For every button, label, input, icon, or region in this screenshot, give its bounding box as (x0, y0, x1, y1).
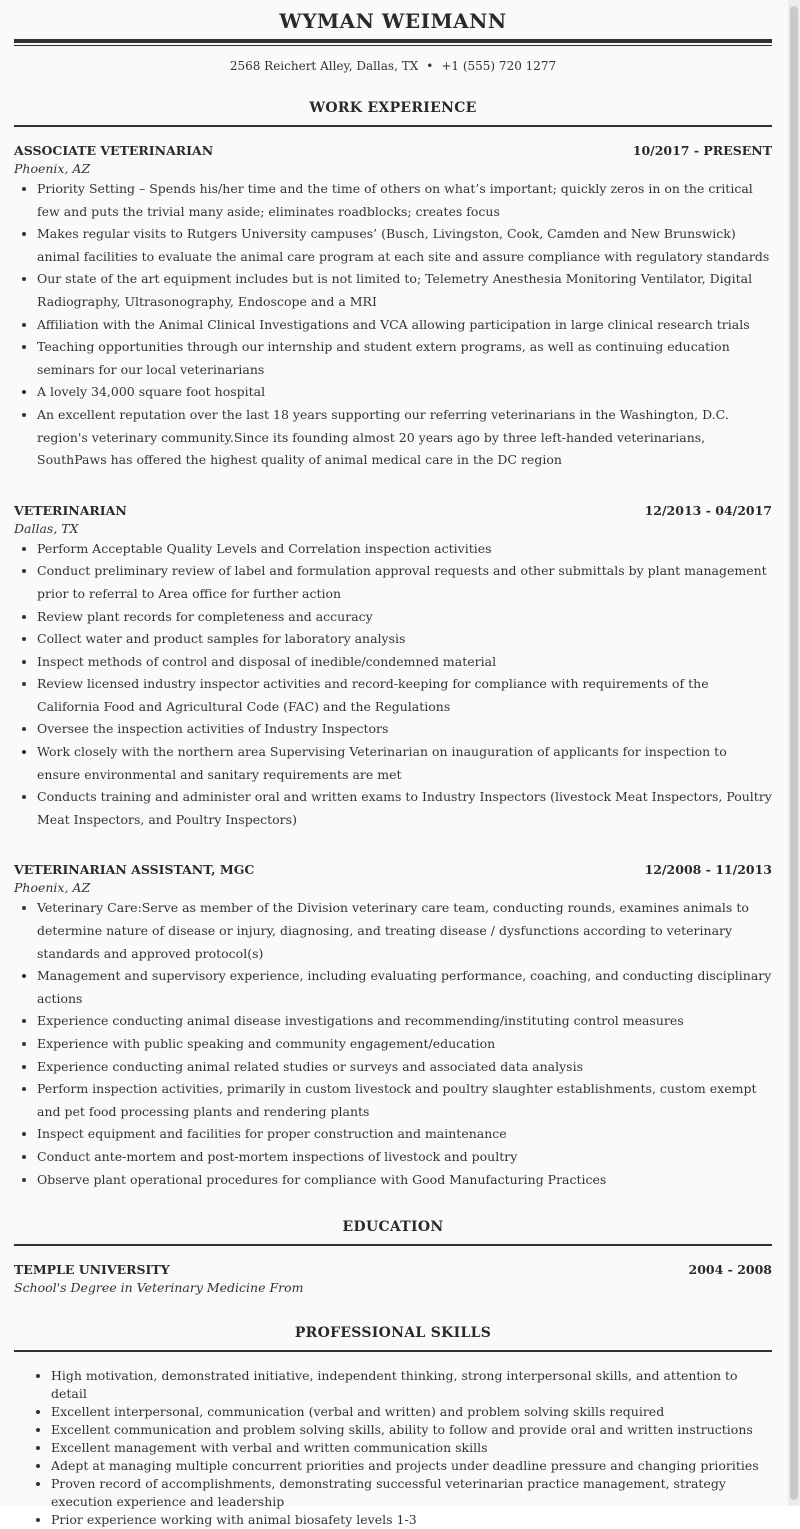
job-title: VETERINARIAN (14, 502, 127, 518)
job-bullets (14, 897, 772, 1191)
skills-list (14, 1367, 772, 1529)
job-location: Phoenix, AZ (14, 161, 91, 176)
list-item: • Experience conducting animal related studies or surveys and associated data analysis (37, 1056, 772, 1079)
list-item: • Perform inspection activities, primarily in custom livestock and poultry slaughter establishments, custom exempt and pet food processing plants and rendering plants (37, 1078, 772, 1123)
job-dates: 12/2013 - 04/2017 (644, 502, 772, 518)
list-item: • Review licensed industry inspector activities and record-keeping for compliance with requirements of the California Food and Agricultural Code (FAC) and the Regulations (37, 673, 772, 718)
list-item: • Management and supervisory experience, including evaluating performance, coaching, and conducting disciplinary actions (37, 965, 772, 1010)
education-header (14, 1261, 772, 1279)
job-header (14, 502, 772, 520)
job-dates: 10/2017 - PRESENT (632, 143, 772, 158)
education-entry (14, 1261, 772, 1297)
header-rule-thick (14, 39, 772, 43)
section-title-education: EDUCATION (342, 1219, 444, 1236)
vertical-scrollbar[interactable] (788, 0, 800, 1506)
section-title-work: WORK EXPERIENCE (309, 100, 477, 116)
job-bullets (14, 538, 772, 832)
list-item: • Oversee the inspection activities of Industry Inspectors (37, 718, 772, 741)
list-item: • Proven record of accomplishments, demonstrating successful veterinarian practice management, strategy execution experience and leadership (51, 1475, 772, 1511)
list-item: • Priority Setting – Spends his/her time and the time of others on what’s important; quickly zeros in on the critical few and puts the trivial many aside; eliminates roadblocks; creates focus (37, 178, 772, 223)
list-item: • Adept at managing multiple concurrent priorities and projects under deadline pressure and changing priorities (51, 1457, 772, 1475)
section-rule-work (14, 125, 772, 127)
list-item: • Experience with public speaking and community engagement/education (37, 1033, 772, 1056)
job-header (14, 861, 772, 879)
list-item: • Review plant records for completeness and accuracy (37, 606, 772, 629)
list-item: • Conduct ante-mortem and post-mortem inspections of livestock and poultry (37, 1146, 772, 1169)
list-item: • Prior experience working with animal biosafety levels 1-3 (51, 1511, 772, 1529)
list-item: • Conduct preliminary review of label and formulation approval requests and other submittals by plant management prior to referral to Area office for further action (37, 560, 772, 605)
list-item: • Experience conducting animal disease investigations and recommending/instituting control measures (37, 1010, 772, 1033)
job-location: Phoenix, AZ (14, 880, 91, 896)
list-item: • Conducts training and administer oral and written exams to Industry Inspectors (livestock Meat Inspectors, Poultry Meat Inspectors, and Poultry Inspectors) (37, 786, 772, 831)
job-dates: 12/2008 - 11/2013 (644, 862, 772, 878)
section-rule-education (14, 1244, 772, 1246)
address: 2568 Reichert Alley, Dallas, TX (229, 59, 419, 73)
list-item: • Affiliation with the Animal Clinical Investigations and VCA allowing participation in large clinical research trials (37, 314, 772, 337)
list-item: • Inspect equipment and facilities for proper construction and maintenance (37, 1123, 772, 1146)
list-item: • Excellent management with verbal and written communication skills (51, 1439, 772, 1457)
separator-dot: • (426, 59, 434, 73)
education-dates: 2004 - 2008 (688, 1262, 772, 1278)
list-item: • Work closely with the northern area Supervising Veterinarian on inauguration of applicants for inspection to ensure environmental and sanitary requirements are met (37, 741, 772, 786)
list-item: • A lovely 34,000 square foot hospital (37, 381, 772, 404)
list-item: • Perform Acceptable Quality Levels and Correlation inspection activities (37, 538, 772, 561)
list-item: • Teaching opportunities through our internship and student extern programs, as well as continuing education seminars for our local veterinarians (37, 336, 772, 381)
job-header (14, 142, 772, 160)
candidate-name: WYMAN WEIMANN (279, 9, 507, 33)
job-bullets (14, 178, 772, 472)
school-name: TEMPLE UNIVERSITY (14, 1262, 170, 1278)
list-item: • An excellent reputation over the last 18 years supporting our referring veterinarians in the Washington, D.C. region's veterinary community.Since its founding almost 20 years ago by three left-handed veterinarians, SouthPaws has offered the highest quality of animal medical care in the DC region (37, 404, 772, 472)
list-item: • High motivation, demonstrated initiative, independent thinking, strong interpersonal skills, and attention to detail (51, 1367, 772, 1403)
list-item: • Excellent communication and problem solving skills, ability to follow and provide oral and written instructions (51, 1421, 772, 1439)
job-entry (14, 142, 772, 472)
job-title: ASSOCIATE VETERINARIAN (14, 143, 214, 158)
phone: +1 (555) 720 1277 (441, 59, 557, 73)
scrollbar-thumb[interactable] (790, 6, 798, 1500)
job-entry (14, 502, 772, 832)
contact-line (14, 57, 772, 75)
list-item: • Veterinary Care:Serve as member of the Division veterinary care team, conducting rounds, examines animals to determine nature of disease or injury, diagnosing, and treating disease / dysfunctions according to veterinary standards and approved protocol(s) (37, 897, 772, 965)
list-item: • Observe plant operational procedures for compliance with Good Manufacturing Practices (37, 1169, 772, 1192)
list-item: • Inspect methods of control and disposal of inedible/condemned material (37, 651, 772, 674)
job-entry (14, 861, 772, 1191)
section-title-skills: PROFESSIONAL SKILLS (294, 1325, 492, 1342)
header-rule-thin (14, 45, 772, 46)
job-title: VETERINARIAN ASSISTANT, MGC (14, 862, 255, 878)
list-item: • Our state of the art equipment includes but is not limited to; Telemetry Anesthesia Monitoring Ventilator, Digital Radiography, Ultrasonography, Endoscope and a MRI (37, 268, 772, 313)
job-location: Dallas, TX (14, 520, 79, 536)
list-item: • Collect water and product samples for laboratory analysis (37, 628, 772, 651)
list-item: • Excellent interpersonal, communication (verbal and written) and problem solving skills required (51, 1403, 772, 1421)
list-item: • Makes regular visits to Rutgers University campuses’ (Busch, Livingston, Cook, Camden and New Brunswick) animal facilities to evaluate the animal care program at each site and assure compliance with regulatory standards (37, 223, 772, 268)
degree: School's Degree in Veterinary Medicine From (14, 1280, 304, 1296)
section-rule-skills (14, 1350, 772, 1352)
